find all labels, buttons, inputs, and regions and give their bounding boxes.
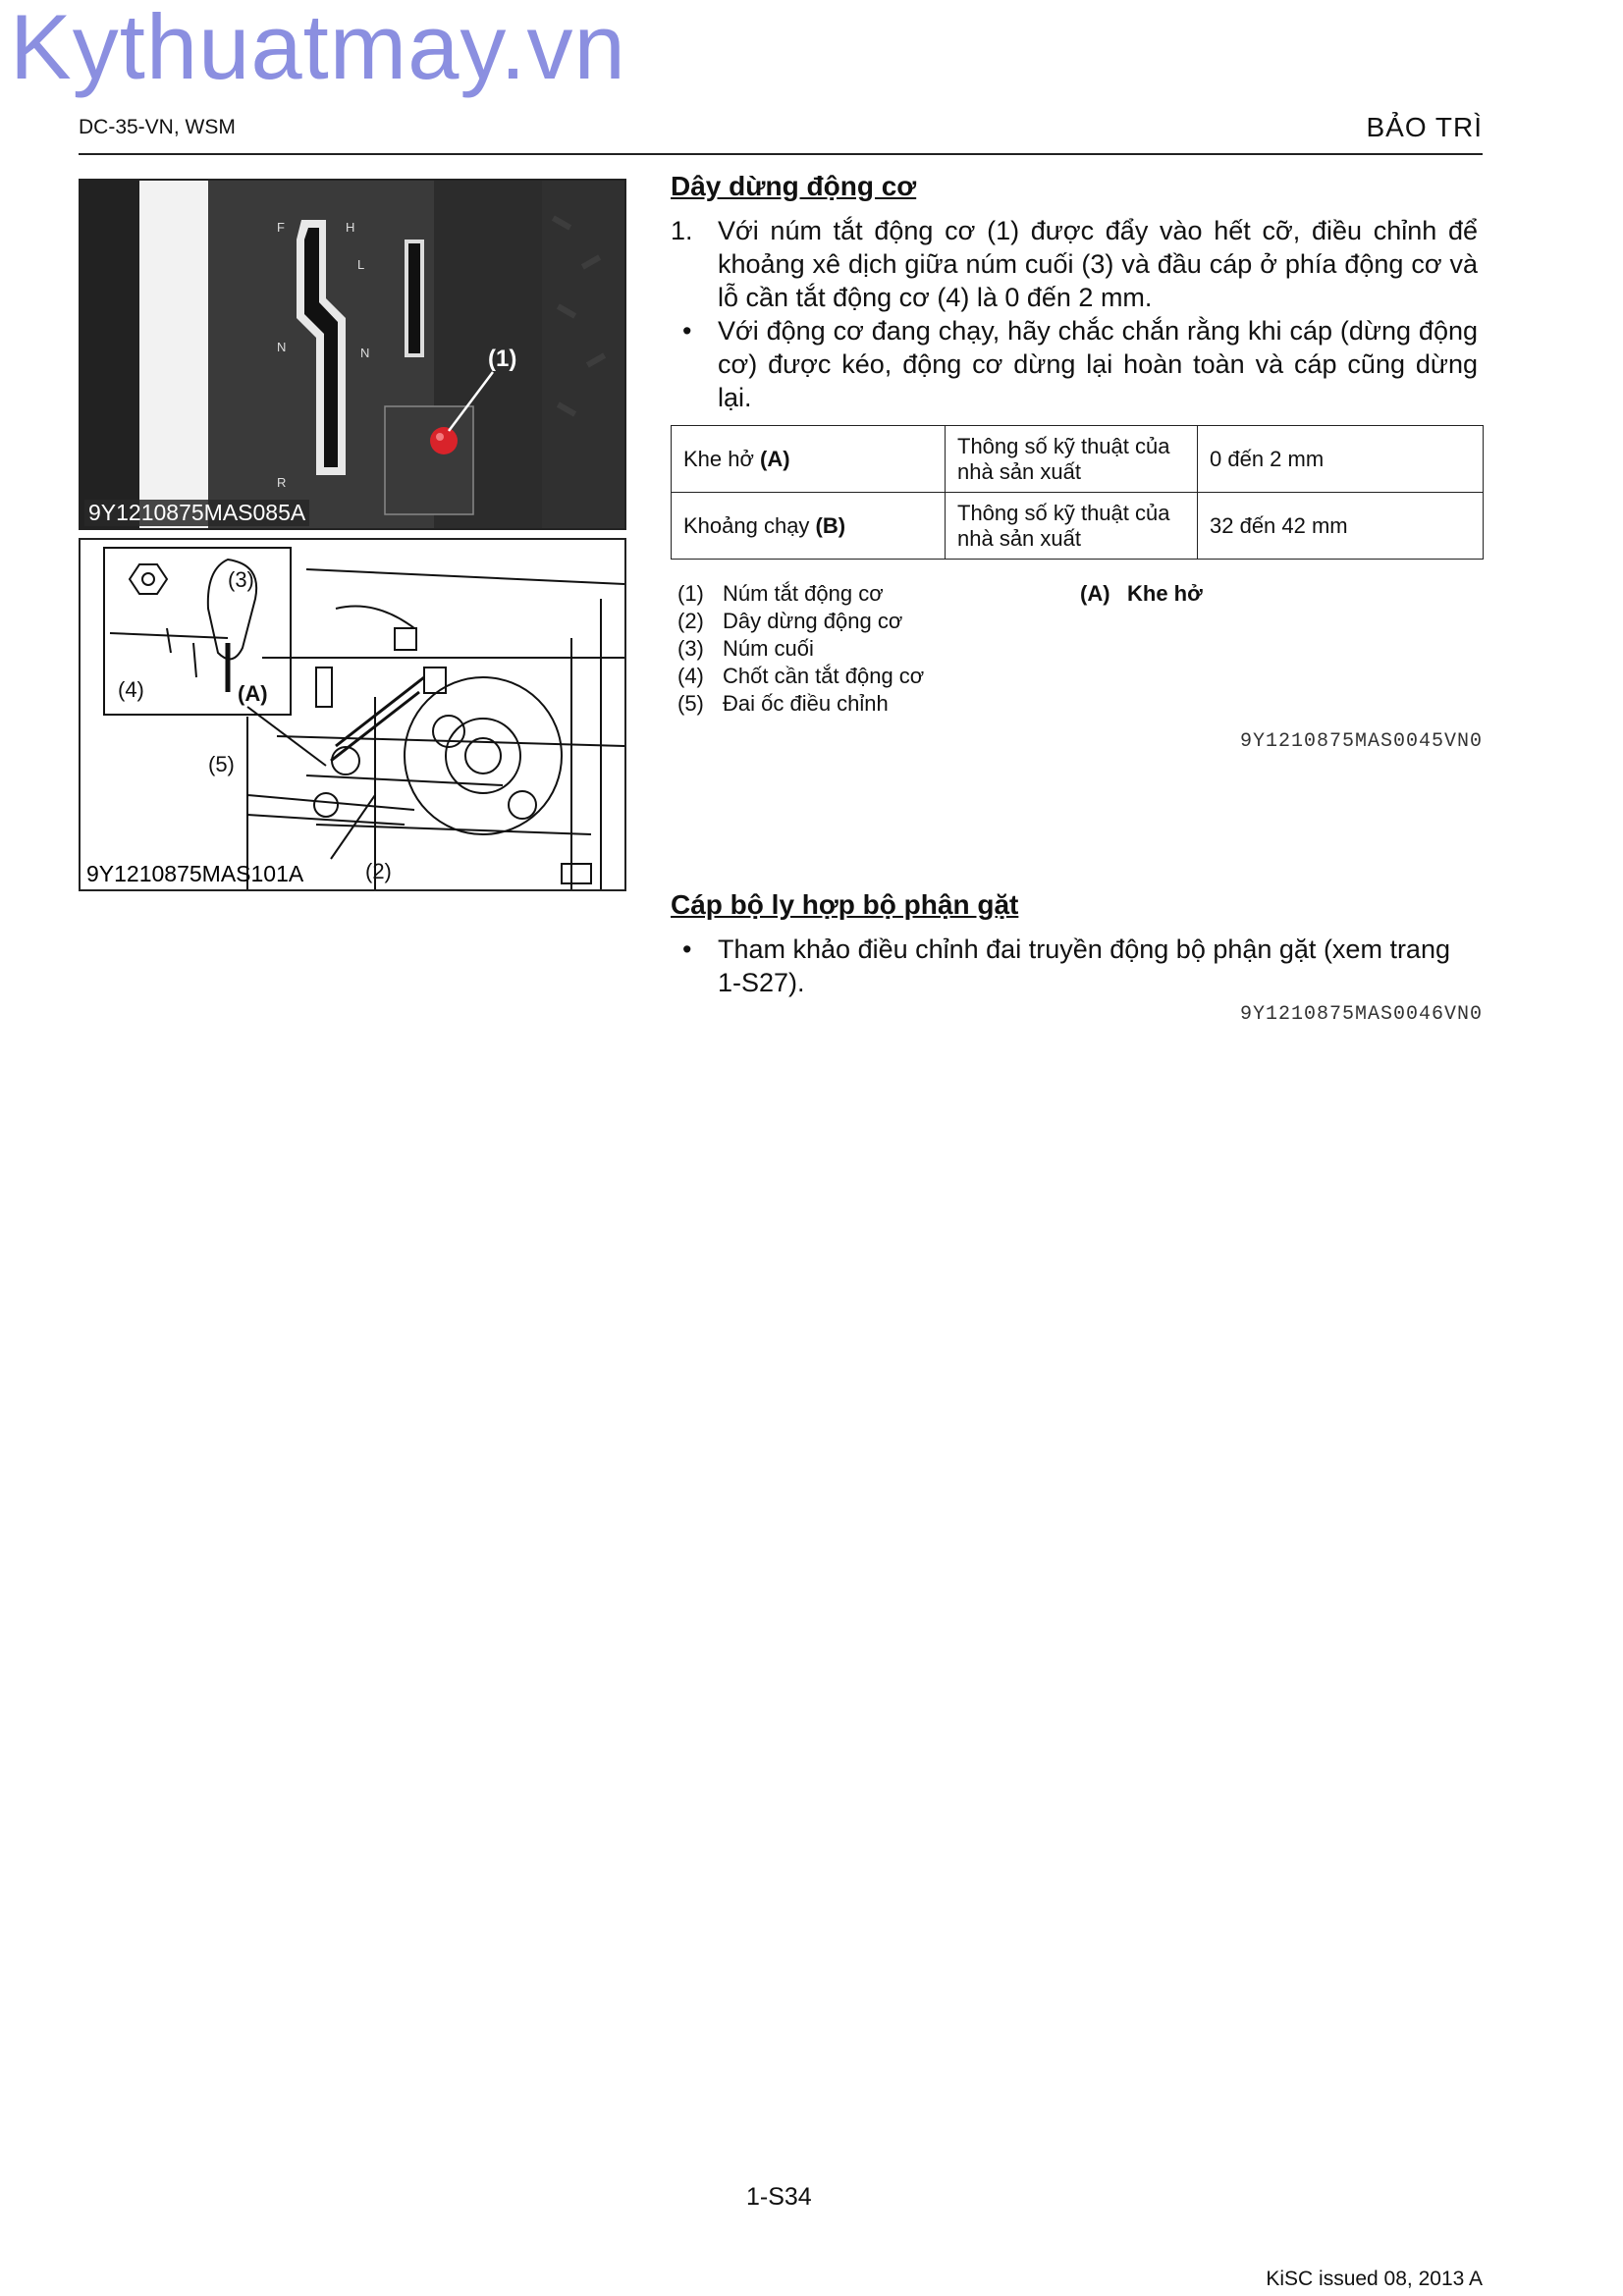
issue-info: KiSC issued 08, 2013 A <box>1266 2268 1483 2290</box>
legend-num: (3) <box>677 636 704 661</box>
spec-value-cell: 0 đến 2 mm <box>1198 426 1484 493</box>
spec-name-cell <box>672 426 946 493</box>
legend-key: (A) <box>1080 581 1110 606</box>
gate-letter-l: L <box>357 257 365 272</box>
callout-a: (A) <box>238 681 268 706</box>
list-item <box>677 636 814 664</box>
table-row <box>672 426 1484 493</box>
spec-table <box>671 425 1484 560</box>
document-code-2: 9Y1210875MAS0046VN0 <box>1239 1003 1483 1026</box>
legend-num: (2) <box>677 609 704 633</box>
callout-4: (4) <box>118 677 144 702</box>
figure-engine-stop-diagram <box>79 538 626 891</box>
document-code-1: 9Y1210875MAS0045VN0 <box>1239 730 1483 753</box>
step-1-text: Với núm tắt động cơ (1) được đẩy vào hết cỡ, điều chỉnh để khoảng xê dịch giữa núm cuối (3) và đầu cáp ở phía động cơ và lỗ cần tắt động cơ (4) là 0 đến 2 mm. <box>718 216 1478 312</box>
bullet-1-text: Với động cơ đang chạy, hãy chắc chắn rằng khi cáp (dừng động cơ) được kéo, động cơ dừng lại hoàn toàn và cáp cũng dừng lại. <box>718 316 1478 412</box>
legend-num: (4) <box>677 664 704 688</box>
spec-name: Khe hở <box>683 446 761 471</box>
legend-num: (5) <box>677 691 704 716</box>
callout-3: (3) <box>228 567 254 592</box>
callout-2: (2) <box>365 859 392 883</box>
legend-key-label: Khe hở <box>1127 581 1203 606</box>
table-row <box>672 493 1484 560</box>
spec-name: Khoảng chạy <box>683 512 816 538</box>
list-item <box>677 609 903 636</box>
figure1-code: 9Y1210875MAS085A <box>84 500 309 526</box>
spec-name-cell <box>672 493 946 560</box>
gate-letter-r: R <box>277 475 287 490</box>
gate-letter-n1: N <box>277 340 287 354</box>
bullet-2-text: Tham khảo điều chỉnh đai truyền động bộ phận gặt (xem trang 1-S27). <box>718 934 1450 997</box>
spec-ref: (A) <box>760 446 790 471</box>
legend-label: Núm tắt động cơ <box>723 581 884 606</box>
legend-label: Đai ốc điều chỉnh <box>723 691 889 716</box>
bullet-mark: • <box>682 934 692 964</box>
gate-letter-n2: N <box>360 346 370 360</box>
callout-5: (5) <box>208 752 235 776</box>
step-1-number: 1. <box>671 216 693 245</box>
section-title-engine-stop-cable: Dây dừng động cơ <box>671 171 917 201</box>
bullet-mark: • <box>682 316 692 346</box>
spec-type-cell: Thông số kỹ thuật của nhà sản xuất <box>946 426 1198 493</box>
header-manual-code: DC-35-VN, WSM <box>79 116 236 138</box>
section-title-harvester-clutch-cable: Cáp bộ ly hợp bộ phận gặt <box>671 889 1019 920</box>
spec-type-cell: Thông số kỹ thuật của nhà sản xuất <box>946 493 1198 560</box>
legend-label: Núm cuối <box>723 636 814 661</box>
page-number: 1-S34 <box>746 2183 812 2211</box>
gate-letter-h: H <box>346 220 355 235</box>
legend-label: Chốt cần tắt động cơ <box>723 664 925 688</box>
legend-key-a <box>1080 581 1203 609</box>
list-item <box>677 691 889 719</box>
callout-1: (1) <box>488 346 517 372</box>
legend-label: Dây dừng động cơ <box>723 609 903 633</box>
gate-letter-f: F <box>277 220 285 235</box>
engine-stop-line-drawing <box>81 540 624 889</box>
watermark: Kythuatmay.vn <box>10 0 626 98</box>
legend-num: (1) <box>677 581 704 606</box>
header-section: BẢO TRÌ <box>1366 112 1483 142</box>
list-item <box>677 664 925 691</box>
spec-ref: (B) <box>815 512 846 538</box>
list-item <box>677 581 884 609</box>
spec-value-cell: 32 đến 42 mm <box>1198 493 1484 560</box>
figure2-code: 9Y1210875MAS101A <box>86 861 304 886</box>
figure-control-panel-photo <box>79 179 626 530</box>
header-rule <box>79 153 1483 155</box>
